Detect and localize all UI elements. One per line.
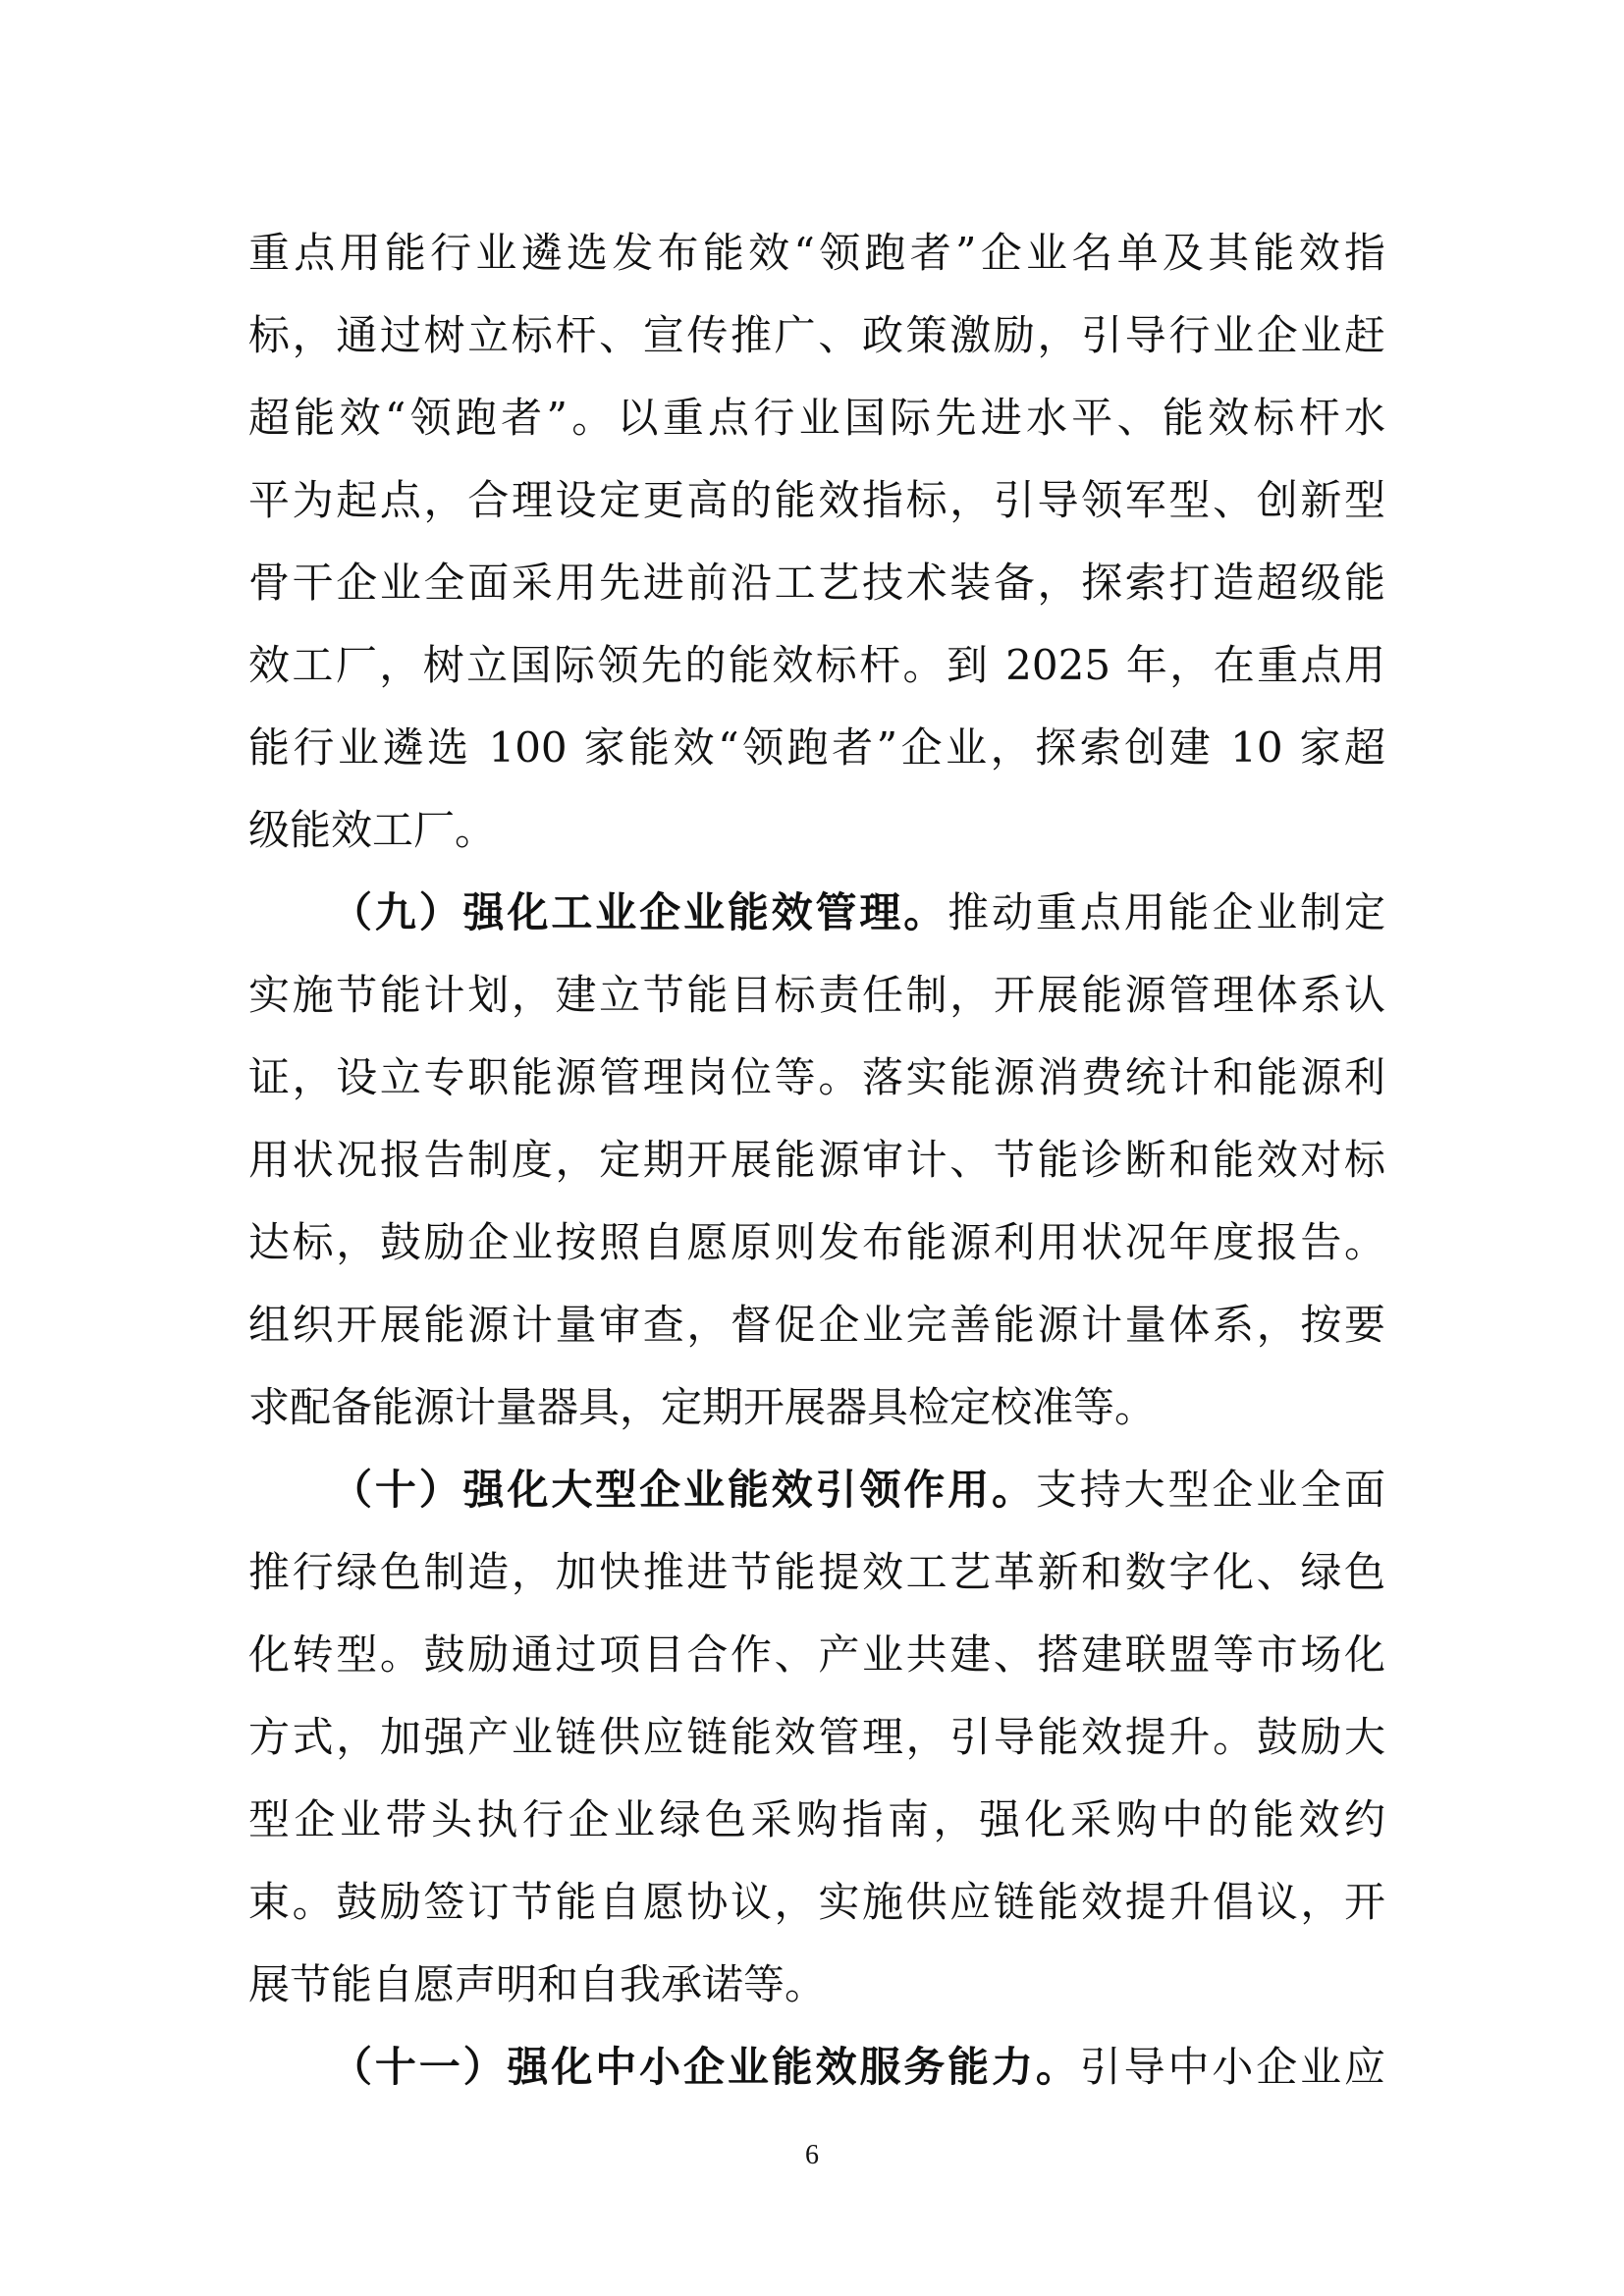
text-line: 达标，鼓励企业按照自愿原则发布能源利用状况年度报告。 <box>248 1218 1385 1266</box>
text-line: 束。鼓励签订节能自愿协议，实施供应链能效提升倡议，开 <box>248 1878 1385 1926</box>
text-line: 用状况报告制度，定期开展能源审计、节能诊断和能效对标 <box>248 1136 1385 1184</box>
text-line: 展节能自愿声明和自我承诺等。 <box>248 1960 827 2008</box>
text-line: 骨干企业全面采用先进前沿工艺技术装备，探索打造超级能 <box>248 559 1385 607</box>
section-heading: （九）强化工业企业能效管理。 <box>331 888 948 936</box>
text-line: 效工厂，树立国际领先的能效标杆。到 2025 年，在重点用 <box>248 641 1385 689</box>
text-line: 方式，加强产业链供应链能效管理，引导能效提升。鼓励大 <box>248 1713 1385 1761</box>
text-line: 超能效“领跑者”。以重点行业国际先进水平、能效标杆水 <box>248 394 1385 442</box>
paragraph-3 <box>248 1449 1385 2026</box>
text-line: 推行绿色制造，加快推进节能提效工艺革新和数字化、绿色 <box>248 1548 1385 1596</box>
text-line: 求配备能源计量器具，定期开展器具检定校准等。 <box>248 1383 1157 1431</box>
page-number: 6 <box>805 2140 819 2170</box>
text-span: 引导中小企业应 <box>1079 2043 1385 2091</box>
text-line: 标，通过树立标杆、宣传推广、政策激励，引导行业企业赶 <box>248 311 1385 359</box>
paragraph-2 <box>248 872 1385 1449</box>
paragraph-first-line <box>248 2026 1385 2109</box>
text-line: 实施节能计划，建立节能目标责任制，开展能源管理体系认 <box>248 971 1385 1019</box>
text-line: 型企业带头执行企业绿色采购指南，强化采购中的能效约 <box>248 1795 1385 1843</box>
document-body <box>248 212 1385 2109</box>
text-line: 重点用能行业遴选发布能效“领跑者”企业名单及其能效指 <box>248 229 1385 277</box>
text-line: 级能效工厂。 <box>248 806 497 854</box>
section-heading: （十）强化大型企业能效引领作用。 <box>331 1466 1036 1514</box>
paragraph-first-line <box>248 1449 1385 1531</box>
section-heading: （十一）强化中小企业能效服务能力。 <box>331 2043 1080 2091</box>
paragraph-1 <box>248 212 1385 872</box>
text-span: 支持大型企业全面 <box>1035 1466 1385 1514</box>
text-line: 平为起点，合理设定更高的能效指标，引导领军型、创新型 <box>248 476 1385 524</box>
text-line: 证，设立专职能源管理岗位等。落实能源消费统计和能源利 <box>248 1053 1385 1101</box>
paragraph-first-line <box>248 872 1385 954</box>
text-span: 推动重点用能企业制定 <box>947 888 1385 936</box>
text-line: 能行业遴选 100 家能效“领跑者”企业，探索创建 10 家超 <box>248 723 1385 772</box>
text-line: 组织开展能源计量审查，督促企业完善能源计量体系，按要 <box>248 1301 1385 1349</box>
text-line: 化转型。鼓励通过项目合作、产业共建、搭建联盟等市场化 <box>248 1630 1385 1679</box>
paragraph-4 <box>248 2026 1385 2109</box>
